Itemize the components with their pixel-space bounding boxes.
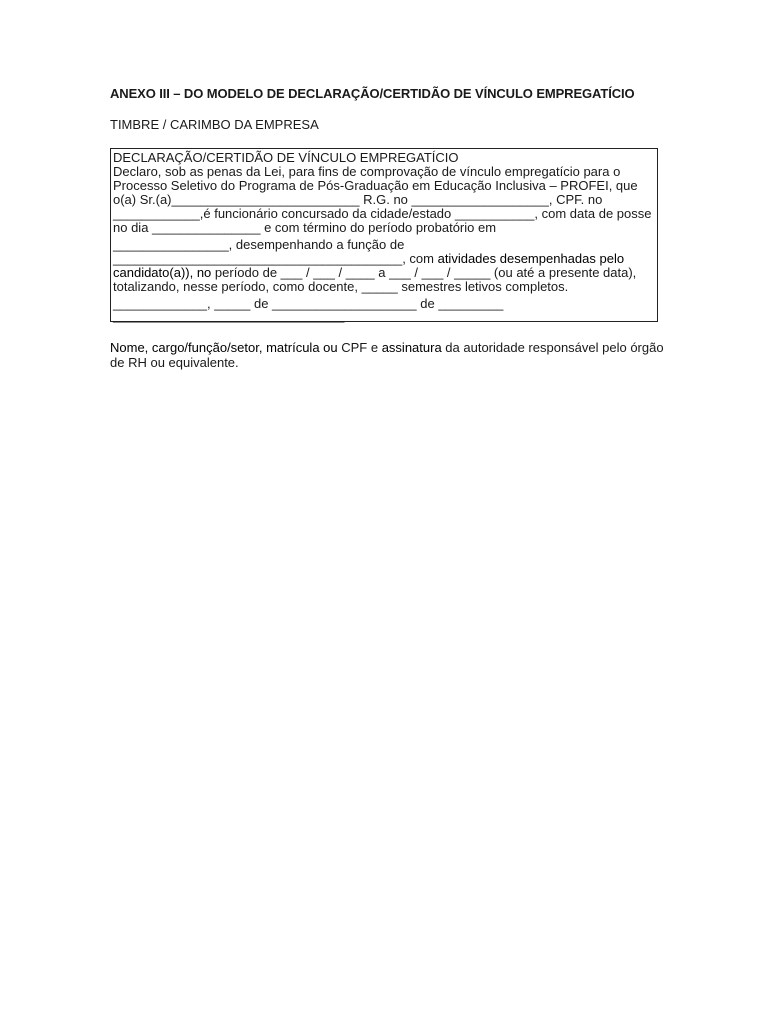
declaration-segment: período de ___ / ___ / ____ a ___ / ___ / _____ (ou até a presente data), xyxy=(214,265,637,280)
declaration-segment: atividades desempenhadas pelo xyxy=(437,251,625,266)
declaration-line: o(a) Sr.(a)__________________________ R.G. no ___________________, CPF. no xyxy=(113,192,603,207)
footer-segment: e xyxy=(367,340,382,355)
declaration-line: _____________, _____ de ____________________ de _________ xyxy=(113,296,504,311)
signature-line: ________________________________ xyxy=(113,308,345,323)
footer-segment: Nome, cargo/função/setor, matrícula ou xyxy=(110,340,342,355)
declaration-line: ________________, desempenhando a função de xyxy=(113,237,405,252)
declaration-line xyxy=(113,252,624,266)
footer-segment: assinatura xyxy=(381,340,442,355)
declaration-line: Declaro, sob as penas da Lei, para fins de comprovação de vínculo empregatício para o xyxy=(113,164,621,179)
company-stamp-label: TIMBRE / CARIMBO DA EMPRESA xyxy=(110,117,319,132)
declaration-line xyxy=(113,266,636,280)
declaration-box xyxy=(110,148,658,322)
declaration-segment: ________________________________________, com xyxy=(113,251,438,266)
footer-segment: CPF xyxy=(341,340,368,355)
declaration-segment: candidato(a)), no xyxy=(113,265,215,280)
declaration-line: no dia _______________ e com término do período probatório em xyxy=(113,220,497,235)
declaration-line: ____________,é funcionário concursado da cidade/estado ___________, com data de posse xyxy=(113,206,652,221)
annex-heading: ANEXO III – DO MODELO DE DECLARAÇÃO/CERTIDÃO DE VÍNCULO EMPREGATÍCIO xyxy=(110,86,635,101)
footer-segment: da autoridade responsável pelo órgão de RH ou equivalente. xyxy=(110,340,664,370)
declaration-title: DECLARAÇÃO/CERTIDÃO DE VÍNCULO EMPREGATÍCIO xyxy=(113,150,459,165)
signature-instructions xyxy=(110,340,670,370)
declaration-line: totalizando, nesse período, como docente, _____ semestres letivos completos. xyxy=(113,279,569,294)
declaration-line: Processo Seletivo do Programa de Pós-Graduação em Educação Inclusiva – PROFEI, que xyxy=(113,178,638,193)
